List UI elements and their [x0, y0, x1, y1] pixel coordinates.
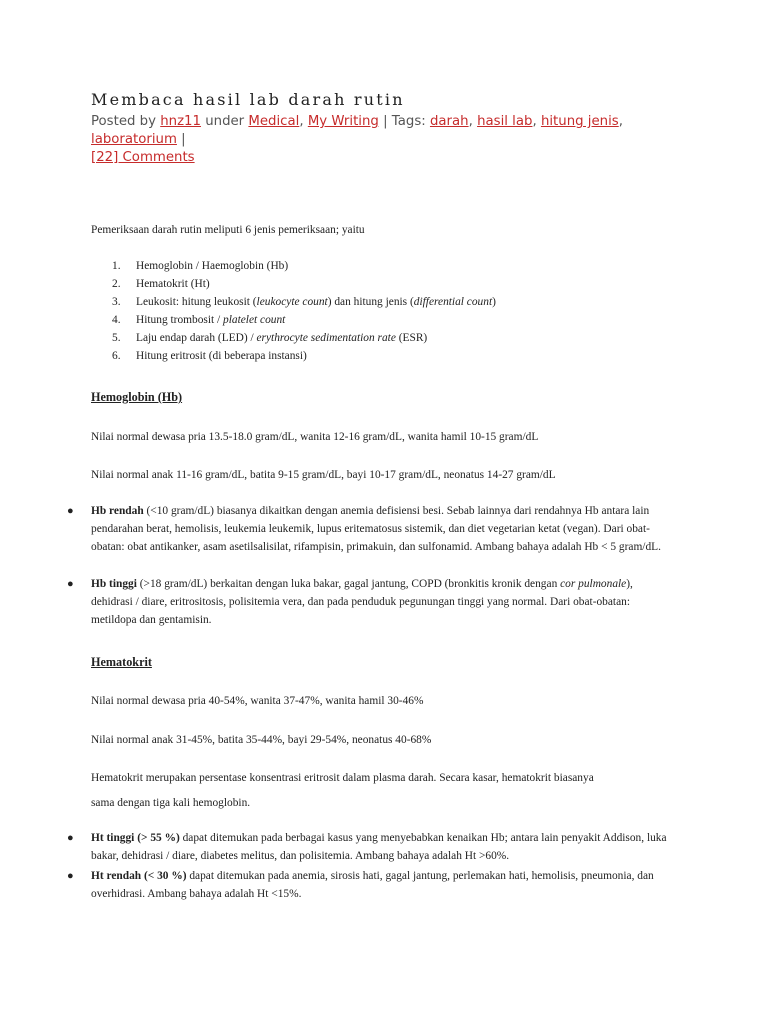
category-link-medical[interactable]: Medical	[248, 114, 300, 129]
author-link[interactable]: hnz11	[160, 114, 201, 129]
hb-high-item: ● Hb tinggi (>18 gram/dL) berkaitan dengan luka bakar, gagal jantung, COPD (bronkitis kronik dengan cor pulmonale), dehidrasi / diare, eritrositosis, polisitemia vera, dan pada penduduk pegunungan tinggi yang normal. Dari obat-obatan: metildopa dan gentamisin.	[67, 575, 677, 629]
hb-normal-child: Nilai normal anak 11-16 gram/dL, batita 9-15 gram/dL, bayi 10-17 gram/dL, neonatus 14-27 gram/dL	[91, 469, 556, 481]
ht-high-item: ● Ht tinggi (> 55 %) dapat ditemukan pada berbagai kasus yang menyebabkan kenaikan Hb; antara lain penyakit Addison, luka bakar, dehidrasi / diare, diabetes melitus, dan polisitemia. Ambang bahaya adalah Ht >60%.	[67, 829, 677, 865]
list-item: 2. Hematokrit (Ht)	[112, 278, 210, 290]
tag-link-laboratorium[interactable]: laboratorium	[91, 132, 177, 147]
hb-low-item: ● Hb rendah (<10 gram/dL) biasanya dikaitkan dengan anemia defisiensi besi. Sebab lainnya dari rendahnya Hb antara lain pendarahan berat, hemolisis, leukemia leukemik, lupus eritematosus sistemik, dan diet vegetarian ketat (vegan). Dari obat-obatan: obat antikanker, asam asetilsalisilat, rifampisin, primakuin, dan sulfonamid. Ambang bahaya adalah Hb < 5 gram/dL.	[67, 502, 677, 556]
list-item: 4. Hitung trombosit / platelet count	[112, 314, 286, 326]
hb-normal-adult: Nilai normal dewasa pria 13.5-18.0 gram/dL, wanita 12-16 gram/dL, wanita hamil 10-15 gram/dL	[91, 431, 539, 443]
post-meta: Posted by hnz11 under Medical, My Writing | Tags: darah, hasil lab, hitung jenis, laboratorium | [22] Comments	[91, 114, 623, 165]
category-link-my-writing[interactable]: My Writing	[307, 114, 379, 129]
list-item: 3. Leukosit: hitung leukosit (leukocyte count) dan hitung jenis (differential count)	[112, 296, 496, 308]
tag-link-darah[interactable]: darah	[429, 114, 469, 129]
ht-low-item: ● Ht rendah (< 30 %) dapat ditemukan pada anemia, sirosis hati, gagal jantung, perlemakan hati, hemolisis, pneumonia, dan overhidrasi. Ambang bahaya adalah Ht <15%.	[67, 867, 677, 903]
ht-description-line-1: Hematokrit merupakan persentase konsentrasi eritrosit dalam plasma darah. Secara kasar, hematokrit biasanya	[91, 772, 594, 784]
ht-description-line-2: sama dengan tiga kali hemoglobin.	[91, 797, 251, 809]
bullet-icon: ●	[67, 578, 74, 590]
bullet-icon: ●	[67, 832, 74, 844]
exam-list	[112, 257, 496, 365]
bullet-icon: ●	[67, 505, 74, 517]
ht-normal-adult: Nilai normal dewasa pria 40-54%, wanita 37-47%, wanita hamil 30-46%	[91, 695, 424, 707]
list-item: 1. Hemoglobin / Haemoglobin (Hb)	[112, 260, 289, 272]
list-item: 5. Laju endap darah (LED) / erythrocyte sedimentation rate (ESR)	[112, 332, 428, 344]
tag-link-hasil-lab[interactable]: hasil lab	[477, 114, 533, 129]
bullet-icon: ●	[67, 870, 74, 882]
ht-normal-child: Nilai normal anak 31-45%, batita 35-44%, bayi 29-54%, neonatus 40-68%	[91, 734, 432, 746]
section-heading-hematokrit: Hematokrit	[91, 655, 152, 669]
comments-link[interactable]: [22] Comments	[91, 150, 195, 165]
tag-link-hitung-jenis[interactable]: hitung jenis	[540, 114, 619, 129]
section-heading-hemoglobin: Hemoglobin (Hb)	[91, 390, 183, 404]
intro-text: Pemeriksaan darah rutin meliputi 6 jenis pemeriksaan; yaitu	[91, 224, 365, 236]
post-title: Membaca hasil lab darah rutin	[91, 90, 405, 109]
list-item: 6. Hitung eritrosit (di beberapa instansi)	[112, 350, 307, 362]
